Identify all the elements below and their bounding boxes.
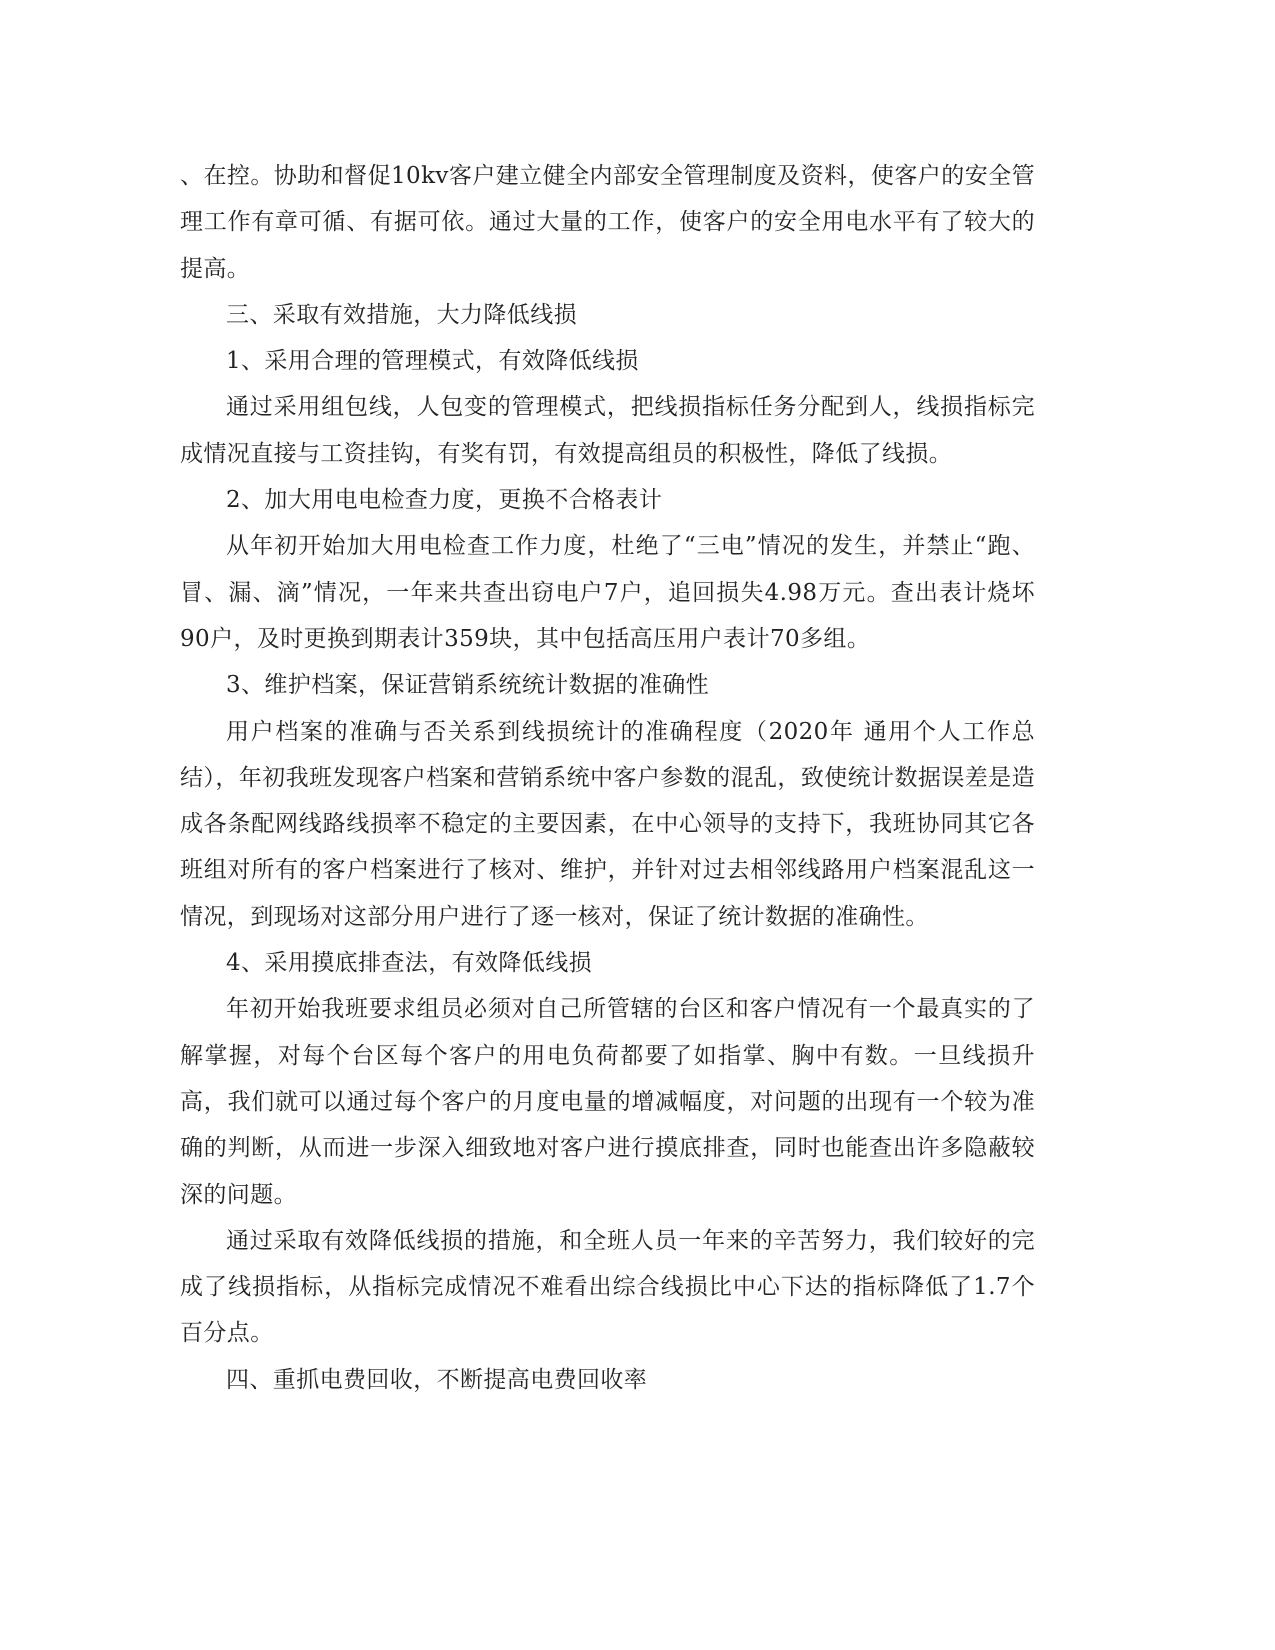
subheading-3-1: 1、采用合理的管理模式，有效降低线损 <box>226 348 639 375</box>
paragraph-3-3: 用户档案的准确与否关系到线损统计的准确程度（2020年 通用个人工作总结），年初我班发现客户档案和营销系统中客户参数的混乱，致使统计数据误差是造成各条配网线路线损率不稳定的主要因素，在中心领导的支持下，我班协同其它各班组对所有的客户档案进行了核对、维护，并针对过去相邻线路用户档案混乱这一情况，到现场对这部分用户进行了逐一核对，保证了统计数据的准确性。 <box>180 718 1035 930</box>
paragraph-3-2: 从年初开始加大用电检查工作力度，杜绝了“三电”情况的发生，并禁止“跑、冒、漏、滴”情况，一年来共查出窃电户7户，追回损失4.98万元。查出表计烧坏90户，及时更换到期表计359块，其中包括高压用户表计70多组。 <box>180 533 1035 652</box>
subheading-3-4: 4、采用摸底排查法，有效降低线损 <box>226 950 593 977</box>
subheading-3-3: 3、维护档案，保证营销系统统计数据的准确性 <box>226 672 710 699</box>
document-body <box>180 153 1035 1403</box>
subheading-3-2: 2、加大用电电检查力度，更换不合格表计 <box>226 487 663 514</box>
paragraph-3-1: 通过采用组包线，人包变的管理模式，把线损指标任务分配到人，线损指标完成情况直接与工资挂钩，有奖有罚，有效提高组员的积极性，降低了线损。 <box>180 394 1035 467</box>
paragraph-summary: 通过采取有效降低线损的措施，和全班人员一年来的辛苦努力，我们较好的完成了线损指标，从指标完成情况不难看出综合线损比中心下达的指标降低了1.7个百分点。 <box>180 1227 1035 1347</box>
section-heading-4: 四、重抓电费回收，不断提高电费回收率 <box>226 1366 648 1393</box>
section-heading-3: 三、采取有效措施，大力降低线损 <box>226 301 577 328</box>
paragraph-continuation: 、在控。协助和督促10kv客户建立健全内部安全管理制度及资料，使客户的安全管理工作有章可循、有据可依。通过大量的工作，使客户的安全用电水平有了较大的提高。 <box>180 163 1035 282</box>
paragraph-3-4: 年初开始我班要求组员必须对自己所管辖的台区和客户情况有一个最真实的了解掌握，对每个台区每个客户的用电负荷都要了如指掌、胸中有数。一旦线损升高，我们就可以通过每个客户的月度电量的增减幅度，对问题的出现有一个较为准确的判断，从而进一步深入细致地对客户进行摸底排查，同时也能查出许多隐蔽较深的问题。 <box>180 996 1035 1208</box>
